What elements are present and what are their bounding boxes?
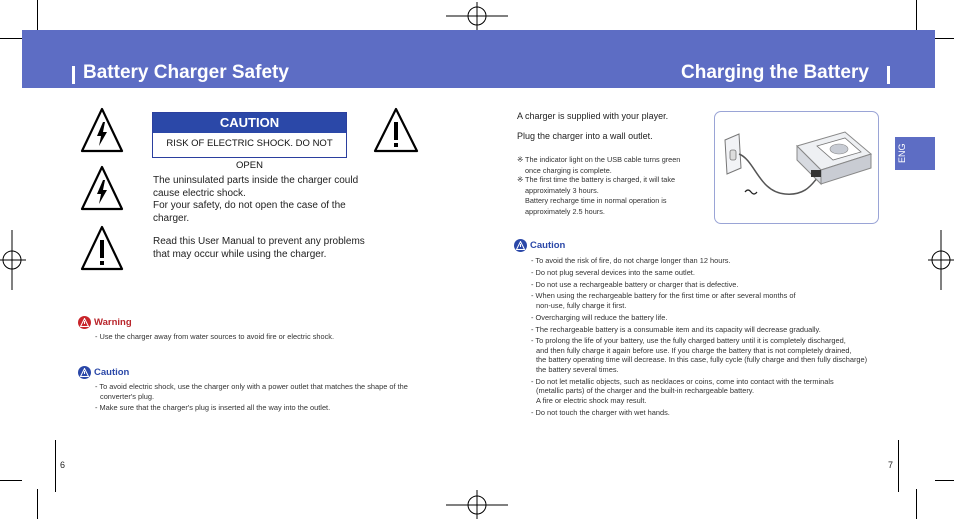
left-caution-list (95, 382, 408, 415)
list-item: - To avoid the risk of fire, do not charge longer than 12 hours. (531, 256, 731, 265)
caution-icon (514, 239, 527, 252)
list-item: - The rechargeable battery is a consumable item and its capacity will decrease gradually. (531, 324, 821, 334)
instruction-text: Plug the charger into a wall outlet. (517, 131, 653, 141)
lightning-warning-icon (80, 165, 124, 211)
list-item: - Use the charger away from water sources to avoid fire or electric shock. (95, 332, 335, 341)
left-page-title: Battery Charger Safety (83, 62, 289, 83)
caution-label-text: RISK OF ELECTRIC SHOCK. DO NOT OPEN (166, 138, 333, 171)
caution-icon (78, 366, 91, 379)
manual-description: Read this User Manual to prevent any problems that may occur while using the charger. (153, 236, 365, 260)
charger-device-illustration (715, 112, 878, 223)
list-item: - Do not let metallic objects, such as necklaces or coins, come into contact with the terminals (metallic parts) of the charger and the built-in rechargeable battery. A fire or electric shock may result. (531, 376, 834, 406)
margin-line (898, 440, 899, 492)
exclamation-warning-icon (80, 225, 124, 271)
list-item: - Do not plug several devices into the same outlet. (531, 267, 695, 277)
list-item: - To prolong the life of your battery, use the fully charged battery until it is completely discharged, and then fully charge it again before use. If you charge the battery that is not completely drained, the battery operating time will decrease. In this case, fully cycle (fully charge and then fully discharge) the battery several times. (531, 336, 868, 375)
shock-description: The uninsulated parts inside the charger could cause electric shock. For your safety, do not open the case of the charger. (153, 175, 359, 224)
registration-mark-icon (928, 230, 954, 290)
registration-mark-icon (0, 230, 26, 290)
crop-mark (916, 0, 917, 30)
lightning-warning-icon (80, 107, 124, 153)
crop-mark (935, 480, 954, 481)
list-item: - Overcharging will reduce the battery life. (531, 312, 668, 322)
warning-icon (78, 316, 91, 329)
list-item: - When using the rechargeable battery for the first time or after several months of non-use, fully charge it first. (531, 291, 796, 310)
caution-heading: Caution (514, 239, 565, 252)
list-item: - Make sure that the charger's plug is inserted all the way into the outlet. (95, 403, 331, 413)
crop-mark (0, 480, 22, 481)
list-item: - To avoid electric shock, use the charger only with a power outlet that matches the shape of the converter's plug. (95, 382, 408, 401)
registration-mark-icon (446, 490, 508, 519)
caution-heading: Caution (78, 366, 129, 379)
crop-mark (935, 38, 954, 39)
wall-outlet-icon (725, 134, 741, 174)
right-page-number: 7 (888, 460, 894, 470)
crop-mark (37, 0, 38, 30)
crop-mark (37, 489, 38, 519)
note-charge-time: ※ The first time the battery is charged, it will take approximately 3 hours. Battery recharge time in normal operation is approximately 2.5 hours. (517, 175, 676, 216)
warning-heading: Warning (78, 316, 132, 329)
list-item: - Do not touch the charger with wet hands. (531, 407, 670, 417)
language-tab: ENG (895, 137, 935, 170)
caution-label-heading: CAUTION (153, 113, 346, 133)
exclamation-warning-icon (373, 107, 419, 153)
right-caution-list (531, 256, 867, 420)
charger-illustration-box (714, 111, 879, 224)
list-item: - Do not use a rechargeable battery or charger that is defective. (531, 279, 739, 289)
registration-mark-icon (446, 2, 508, 30)
intro-text: A charger is supplied with your player. (517, 111, 669, 121)
crop-mark (0, 38, 22, 39)
margin-line (55, 440, 56, 492)
warning-list (95, 332, 334, 344)
title-bar-right (887, 66, 890, 84)
left-page-number: 6 (60, 460, 66, 470)
right-page-title: Charging the Battery (681, 62, 869, 83)
title-bar-left (72, 66, 75, 84)
caution-label-box (152, 112, 347, 171)
note-indicator: ※ The indicator light on the USB cable turns green once charging is complete. (517, 155, 681, 175)
crop-mark (916, 489, 917, 519)
